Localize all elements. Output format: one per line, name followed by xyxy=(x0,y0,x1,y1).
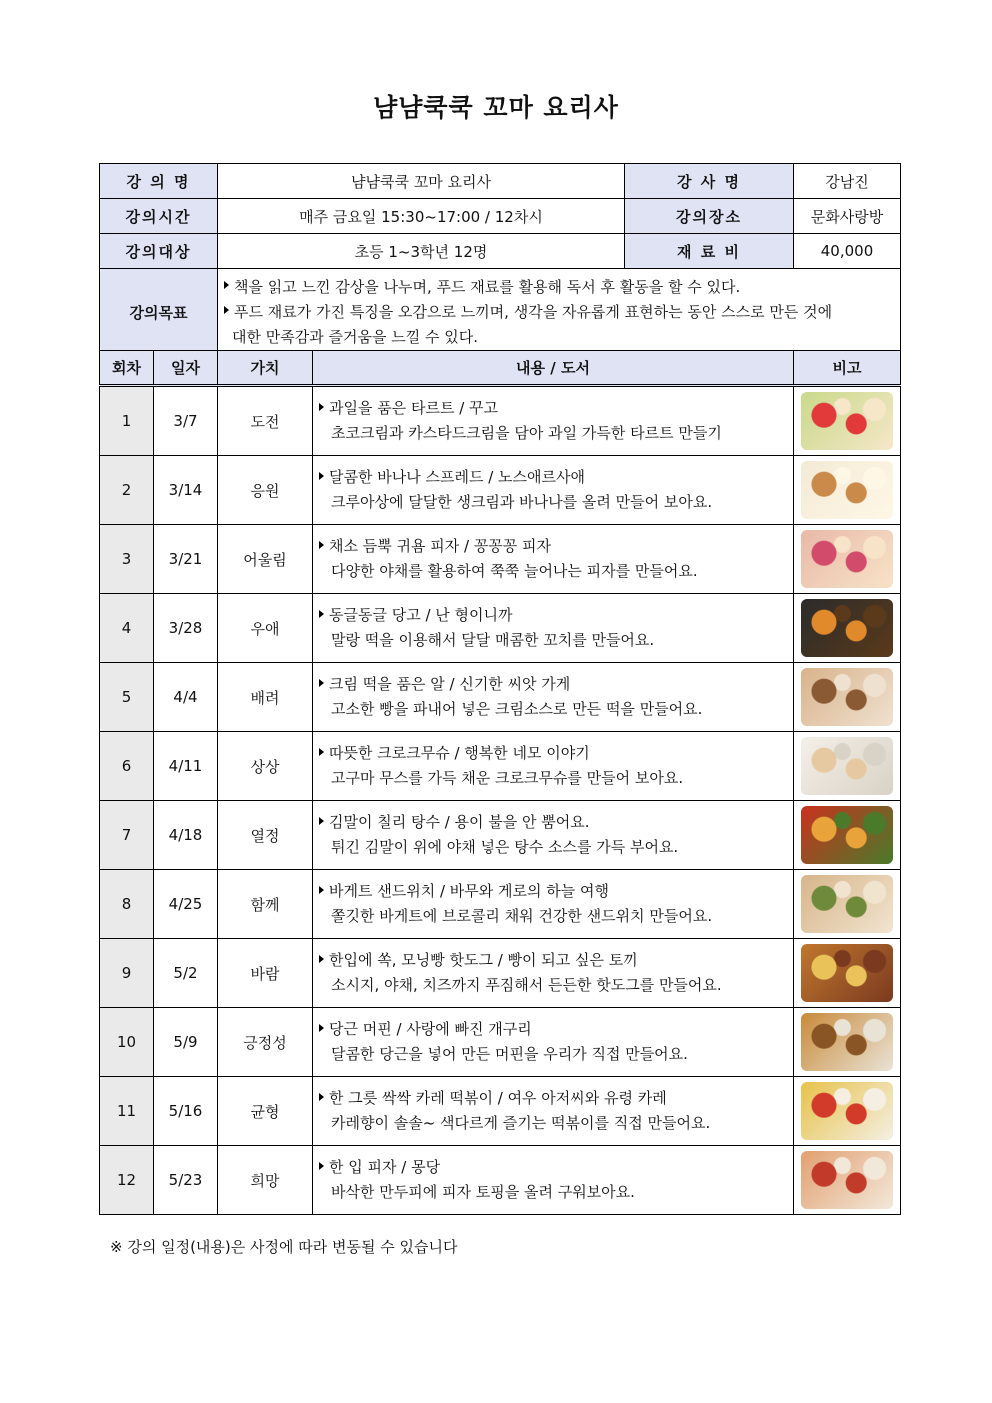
lecture-place: 문화사랑방 xyxy=(794,199,901,234)
session-number: 11 xyxy=(100,1077,154,1146)
goal-label: 강의목표 xyxy=(100,269,218,356)
session-value: 함께 xyxy=(218,870,313,939)
session-title: 동글동글 당고 / 난 형이니까 xyxy=(329,606,513,624)
lecture-target: 초등 1~3학년 12명 xyxy=(218,234,625,269)
session-content xyxy=(313,1077,794,1146)
session-number: 3 xyxy=(100,525,154,594)
session-date: 4/4 xyxy=(154,663,218,732)
session-title: 한입에 쏙, 모닝빵 핫도그 / 빵이 되고 싶은 토끼 xyxy=(329,951,638,969)
session-date: 5/23 xyxy=(154,1146,218,1215)
fee-label: 재 료 비 xyxy=(625,234,794,269)
goal-text xyxy=(218,269,901,356)
session-date: 5/2 xyxy=(154,939,218,1008)
table-row xyxy=(100,732,901,801)
table-row xyxy=(100,525,901,594)
session-description: 달콤한 당근을 넣어 만든 머핀을 우리가 직접 만들어요. xyxy=(331,1045,688,1063)
session-description: 초코크림과 카스타드크림을 담아 과일 가득한 타르트 만들기 xyxy=(331,424,722,442)
bullet-icon xyxy=(224,281,229,289)
col-note: 비고 xyxy=(794,351,901,386)
session-date: 3/14 xyxy=(154,456,218,525)
footnote: ※ 강의 일정(내용)은 사정에 따라 변동될 수 있습니다 xyxy=(110,1238,458,1256)
lecture-name-label: 강 의 명 xyxy=(100,164,218,199)
bullet-icon xyxy=(319,1093,324,1101)
session-date: 4/25 xyxy=(154,870,218,939)
table-row xyxy=(100,594,901,663)
session-content xyxy=(313,1008,794,1077)
session-title: 한 입 피자 / 몽당 xyxy=(329,1158,441,1176)
session-description: 고소한 빵을 파내어 넣은 크림소스로 만든 떡을 만들어요. xyxy=(331,700,703,718)
session-description: 카레향이 솔솔~ 색다르게 즐기는 떡볶이를 직접 만들어요. xyxy=(331,1114,711,1132)
mini-pizza-photo xyxy=(801,1151,893,1209)
session-content xyxy=(313,456,794,525)
session-date: 3/7 xyxy=(154,386,218,456)
session-date: 3/21 xyxy=(154,525,218,594)
session-value: 희망 xyxy=(218,1146,313,1215)
session-number: 2 xyxy=(100,456,154,525)
session-title: 따뜻한 크로크무슈 / 행복한 네모 이야기 xyxy=(329,744,590,762)
session-number: 9 xyxy=(100,939,154,1008)
session-content xyxy=(313,594,794,663)
bullet-icon xyxy=(319,610,324,618)
session-description: 쫄깃한 바게트에 브로콜리 채워 건강한 샌드위치 만들어요. xyxy=(331,907,713,925)
page-title: 냠냠쿡쿡 꼬마 요리사 xyxy=(373,93,619,122)
hotdog-bun-photo xyxy=(801,944,893,1002)
session-date: 5/16 xyxy=(154,1077,218,1146)
session-number: 7 xyxy=(100,801,154,870)
bullet-icon xyxy=(319,955,324,963)
session-date: 4/18 xyxy=(154,801,218,870)
session-number: 6 xyxy=(100,732,154,801)
session-description: 튀긴 김말이 위에 야채 넣은 탕수 소스를 가득 부어요. xyxy=(331,838,679,856)
goal-line-2: 푸드 재료가 가진 특징을 오감으로 느끼며, 생각을 자유롭게 표현하는 동안 스스로 만든 것에 xyxy=(234,302,833,321)
bullet-icon xyxy=(319,541,324,549)
session-content xyxy=(313,525,794,594)
material-fee: 40,000 xyxy=(794,234,901,269)
session-photo-cell xyxy=(794,386,901,456)
session-title: 과일을 품은 타르트 / 꾸고 xyxy=(329,399,499,417)
cream-bread-photo xyxy=(801,668,893,726)
place-label: 강의장소 xyxy=(625,199,794,234)
time-label: 강의시간 xyxy=(100,199,218,234)
session-description: 바삭한 만두피에 피자 토핑을 올려 구워보아요. xyxy=(331,1183,635,1201)
session-value: 우애 xyxy=(218,594,313,663)
session-content xyxy=(313,870,794,939)
table-row xyxy=(100,870,901,939)
session-value: 긍정성 xyxy=(218,1008,313,1077)
instructor: 강남진 xyxy=(794,164,901,199)
session-description: 크루아상에 달달한 생크림과 바나나를 올려 만들어 보아요. xyxy=(331,493,713,511)
table-row xyxy=(100,1077,901,1146)
session-date: 3/28 xyxy=(154,594,218,663)
table-row xyxy=(100,386,901,456)
dango-skewer-photo xyxy=(801,599,893,657)
bullet-icon xyxy=(319,679,324,687)
session-number: 12 xyxy=(100,1146,154,1215)
session-photo-cell xyxy=(794,1077,901,1146)
table-row xyxy=(100,456,901,525)
session-description: 소시지, 야채, 치즈까지 푸짐해서 든든한 핫도그를 만들어요. xyxy=(331,976,722,994)
session-description: 다양한 야채를 활용하여 쭉쭉 늘어나는 피자를 만들어요. xyxy=(331,562,698,580)
session-value: 응원 xyxy=(218,456,313,525)
session-photo-cell xyxy=(794,663,901,732)
session-value: 열정 xyxy=(218,801,313,870)
session-title: 채소 듬뿍 귀욤 피자 / 꽁꽁꽁 피자 xyxy=(329,537,552,555)
session-photo-cell xyxy=(794,939,901,1008)
baguette-sandwich-photo xyxy=(801,875,893,933)
goal-line-3: 대한 만족감과 즐거움을 느낄 수 있다. xyxy=(232,327,478,346)
session-content xyxy=(313,732,794,801)
session-content xyxy=(313,1146,794,1215)
session-number: 8 xyxy=(100,870,154,939)
session-value: 상상 xyxy=(218,732,313,801)
session-photo-cell xyxy=(794,525,901,594)
session-photo-cell xyxy=(794,732,901,801)
fruit-tart-photo xyxy=(801,392,893,450)
lecture-time: 매주 금요일 15:30~17:00 / 12차시 xyxy=(218,199,625,234)
session-title: 바게트 샌드위치 / 바무와 게로의 하늘 여행 xyxy=(329,882,609,900)
table-row xyxy=(100,1008,901,1077)
col-value: 가치 xyxy=(218,351,313,386)
col-no: 회차 xyxy=(100,351,154,386)
banana-croissant-photo xyxy=(801,461,893,519)
session-description: 말랑 떡을 이용해서 달달 매콤한 꼬치를 만들어요. xyxy=(331,631,655,649)
col-content: 내용 / 도서 xyxy=(313,351,794,386)
info-table xyxy=(99,163,901,356)
session-title: 달콤한 바나나 스프레드 / 노스애르사애 xyxy=(329,468,585,486)
session-content xyxy=(313,663,794,732)
session-photo-cell xyxy=(794,594,901,663)
goal-line-1: 책을 읽고 느낀 감상을 나누며, 푸드 재료를 활용해 독서 후 활동을 할 수 있다. xyxy=(234,277,741,296)
session-content xyxy=(313,386,794,456)
session-photo-cell xyxy=(794,1008,901,1077)
session-date: 4/11 xyxy=(154,732,218,801)
session-content xyxy=(313,939,794,1008)
bullet-icon xyxy=(319,817,324,825)
table-row xyxy=(100,1146,901,1215)
session-description: 고구마 무스를 가득 채운 크로크무슈를 만들어 보아요. xyxy=(331,769,684,787)
bullet-icon xyxy=(319,886,324,894)
session-photo-cell xyxy=(794,870,901,939)
col-date: 일자 xyxy=(154,351,218,386)
table-row xyxy=(100,939,901,1008)
table-row xyxy=(100,663,901,732)
table-row xyxy=(100,801,901,870)
instructor-label: 강 사 명 xyxy=(625,164,794,199)
session-value: 도전 xyxy=(218,386,313,456)
schedule-table xyxy=(99,350,901,1215)
session-value: 바람 xyxy=(218,939,313,1008)
croque-monsieur-photo xyxy=(801,737,893,795)
session-number: 10 xyxy=(100,1008,154,1077)
carrot-muffin-photo xyxy=(801,1013,893,1071)
target-label: 강의대상 xyxy=(100,234,218,269)
session-number: 4 xyxy=(100,594,154,663)
session-photo-cell xyxy=(794,801,901,870)
session-photo-cell xyxy=(794,1146,901,1215)
session-value: 어울림 xyxy=(218,525,313,594)
bullet-icon xyxy=(319,1162,324,1170)
bullet-icon xyxy=(319,748,324,756)
session-date: 5/9 xyxy=(154,1008,218,1077)
session-title: 크림 떡을 품은 알 / 신기한 씨앗 가게 xyxy=(329,675,571,693)
bullet-icon xyxy=(319,1024,324,1032)
session-content xyxy=(313,801,794,870)
bullet-icon xyxy=(319,403,324,411)
session-title: 김말이 칠리 탕수 / 용이 불을 안 뿜어요. xyxy=(329,813,590,831)
veggie-pizza-photo xyxy=(801,530,893,588)
session-photo-cell xyxy=(794,456,901,525)
bullet-icon xyxy=(224,306,229,314)
session-title: 당근 머핀 / 사랑에 빠진 개구리 xyxy=(329,1020,532,1038)
lecture-name: 냠냠쿡쿡 꼬마 요리사 xyxy=(218,164,625,199)
session-number: 5 xyxy=(100,663,154,732)
session-value: 균형 xyxy=(218,1077,313,1146)
session-value: 배려 xyxy=(218,663,313,732)
curry-tteokbokki-photo xyxy=(801,1082,893,1140)
bullet-icon xyxy=(319,472,324,480)
session-title: 한 그릇 싹싹 카레 떡볶이 / 여우 아저씨와 유령 카레 xyxy=(329,1089,667,1107)
session-number: 1 xyxy=(100,386,154,456)
chili-tangsu-photo xyxy=(801,806,893,864)
